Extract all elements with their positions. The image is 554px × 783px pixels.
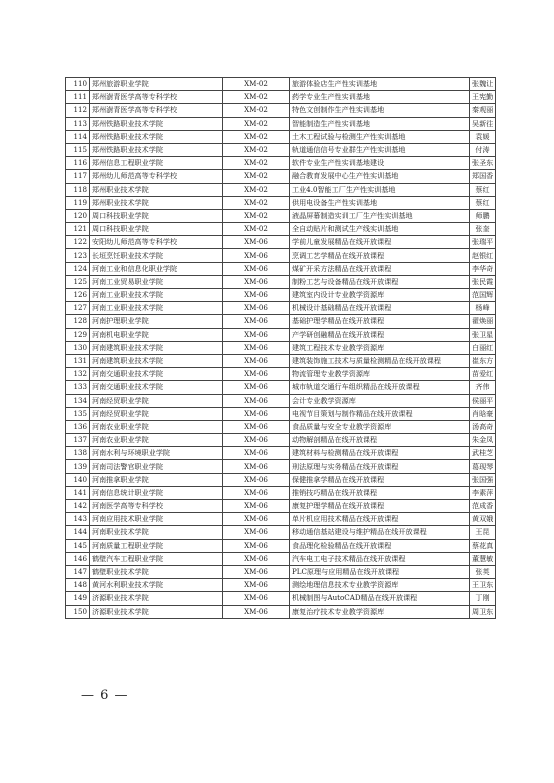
project-name-cell: 电视节目策划与制作精品在线开放课程 [290, 407, 470, 420]
category-code-cell: XM-06 [223, 236, 290, 249]
category-code-cell: XM-06 [223, 579, 290, 592]
person-in-charge-cell: 苗爱红 [470, 368, 496, 381]
school-name-cell: 河南建筑职业技术学院 [90, 354, 223, 367]
row-number-cell: 148 [66, 579, 90, 592]
row-number-cell: 118 [66, 183, 90, 196]
school-name-cell: 郑州铁路职业技术学院 [90, 117, 223, 130]
school-name-cell: 河南职业技术学院 [90, 526, 223, 539]
category-code-cell: XM-02 [223, 223, 290, 236]
project-name-cell: 建筑材料与检测精品在线开放课程 [290, 447, 470, 460]
person-in-charge-cell: 袁媛 [470, 130, 496, 143]
row-number-cell: 144 [66, 526, 90, 539]
row-number-cell: 137 [66, 434, 90, 447]
school-name-cell: 周口科技职业学院 [90, 209, 223, 222]
table-row [66, 302, 496, 315]
category-code-cell: XM-02 [223, 130, 290, 143]
project-name-cell: 特色文创制作生产性实训基地 [290, 104, 470, 117]
person-in-charge-cell: 王宪勤 [470, 91, 496, 104]
table-row [66, 420, 496, 433]
table-row [66, 117, 496, 130]
school-name-cell: 郑州铁路职业技术学院 [90, 143, 223, 156]
row-number-cell: 138 [66, 447, 90, 460]
school-name-cell: 安阳幼儿师范高等专科学校 [90, 236, 223, 249]
table-row [66, 143, 496, 156]
category-code-cell: XM-06 [223, 289, 290, 302]
table-row [66, 434, 496, 447]
category-code-cell: XM-06 [223, 486, 290, 499]
project-name-cell: 推销技巧精品在线开放课程 [290, 486, 470, 499]
school-name-cell: 河南建筑职业技术学院 [90, 341, 223, 354]
project-name-cell: 产学研创融精品在线开放课程 [290, 328, 470, 341]
person-in-charge-cell: 汤高奇 [470, 420, 496, 433]
category-code-cell: XM-06 [223, 434, 290, 447]
row-number-cell: 119 [66, 196, 90, 209]
table-row [66, 78, 496, 91]
project-name-cell: 汽车电工电子技术精品在线开放课程 [290, 552, 470, 565]
category-code-cell: XM-06 [223, 381, 290, 394]
school-name-cell: 济源职业技术学院 [90, 592, 223, 605]
row-number-cell: 115 [66, 143, 90, 156]
school-name-cell: 郑州澍青医学高等专科学校 [90, 91, 223, 104]
project-name-cell: 工业4.0智能工厂生产性实训基地 [290, 183, 470, 196]
category-code-cell: XM-06 [223, 460, 290, 473]
table-row [66, 262, 496, 275]
table-row [66, 526, 496, 539]
person-in-charge-cell: 张英 [470, 565, 496, 578]
table-row [66, 315, 496, 328]
school-name-cell: 河南工业和信息化职业学院 [90, 262, 223, 275]
row-number-cell: 112 [66, 104, 90, 117]
school-name-cell: 济源职业技术学院 [90, 605, 223, 618]
person-in-charge-cell: 范成香 [470, 500, 496, 513]
category-code-cell: XM-02 [223, 104, 290, 117]
project-name-cell: 煤矿开采方法精品在线开放课程 [290, 262, 470, 275]
person-in-charge-cell: 秦观丽 [470, 104, 496, 117]
person-in-charge-cell: 吴新往 [470, 117, 496, 130]
project-name-cell: 保健推拿学精品在线开放课程 [290, 473, 470, 486]
category-code-cell: XM-06 [223, 552, 290, 565]
person-in-charge-cell: 李素萍 [470, 486, 496, 499]
row-number-cell: 135 [66, 407, 90, 420]
row-number-cell: 140 [66, 473, 90, 486]
project-name-cell: 食品理化检验精品在线开放课程 [290, 539, 470, 552]
table-row [66, 249, 496, 262]
table-row [66, 275, 496, 288]
row-number-cell: 134 [66, 394, 90, 407]
table-row [66, 579, 496, 592]
category-code-cell: XM-06 [223, 315, 290, 328]
row-number-cell: 117 [66, 170, 90, 183]
table-row [66, 473, 496, 486]
category-code-cell: XM-06 [223, 354, 290, 367]
category-code-cell: XM-02 [223, 157, 290, 170]
table-body [66, 78, 496, 619]
table-row [66, 328, 496, 341]
row-number-cell: 129 [66, 328, 90, 341]
category-code-cell: XM-06 [223, 394, 290, 407]
project-name-cell: 城市轨道交通行车组织精品在线开放课程 [290, 381, 470, 394]
school-name-cell: 河南推拿职业学院 [90, 473, 223, 486]
table-row [66, 394, 496, 407]
person-in-charge-cell: 张国强 [470, 473, 496, 486]
table-row [66, 539, 496, 552]
row-number-cell: 125 [66, 275, 90, 288]
row-number-cell: 139 [66, 460, 90, 473]
person-in-charge-cell: 张圣东 [470, 157, 496, 170]
project-name-cell: 药学专业生产性实训基地 [290, 91, 470, 104]
row-number-cell: 146 [66, 552, 90, 565]
person-in-charge-cell: 范国辉 [470, 289, 496, 302]
table-row [66, 447, 496, 460]
row-number-cell: 113 [66, 117, 90, 130]
school-name-cell: 郑州职业技术学院 [90, 183, 223, 196]
table-row [66, 565, 496, 578]
school-name-cell: 郑州信息工程职业学院 [90, 157, 223, 170]
table-row [66, 513, 496, 526]
table-row [66, 223, 496, 236]
person-in-charge-cell: 黄双娥 [470, 513, 496, 526]
school-name-cell: 长垣烹饪职业技术学院 [90, 249, 223, 262]
row-number-cell: 150 [66, 605, 90, 618]
person-in-charge-cell: 张奎 [470, 223, 496, 236]
row-number-cell: 136 [66, 420, 90, 433]
table-row [66, 486, 496, 499]
project-name-cell: 基础护理学精品在线开放课程 [290, 315, 470, 328]
person-in-charge-cell: 董慧敏 [470, 552, 496, 565]
category-code-cell: XM-02 [223, 196, 290, 209]
person-in-charge-cell: 丁刚 [470, 592, 496, 605]
table-row [66, 170, 496, 183]
school-name-cell: 河南工业贸易职业学院 [90, 275, 223, 288]
row-number-cell: 142 [66, 500, 90, 513]
person-in-charge-cell: 侯丽平 [470, 394, 496, 407]
table-row [66, 341, 496, 354]
table-row [66, 183, 496, 196]
school-name-cell: 河南工业职业技术学院 [90, 289, 223, 302]
person-in-charge-cell: 周卫东 [470, 605, 496, 618]
table-row [66, 91, 496, 104]
person-in-charge-cell: 崔东方 [470, 354, 496, 367]
row-number-cell: 145 [66, 539, 90, 552]
row-number-cell: 131 [66, 354, 90, 367]
school-name-cell: 河南农业职业学院 [90, 420, 223, 433]
project-name-cell: 全自动贴片和测试生产线实训基地 [290, 223, 470, 236]
project-name-cell: 单片机应用技术精品在线开放课程 [290, 513, 470, 526]
row-number-cell: 133 [66, 381, 90, 394]
project-name-cell: 康复治疗技术专业教学资源库 [290, 605, 470, 618]
row-number-cell: 128 [66, 315, 90, 328]
table-row [66, 236, 496, 249]
person-in-charge-cell: 师鹏 [470, 209, 496, 222]
row-number-cell: 130 [66, 341, 90, 354]
school-name-cell: 郑州职业技术学院 [90, 196, 223, 209]
school-name-cell: 鹤壁职业技术学院 [90, 565, 223, 578]
project-name-cell: 轨道通信信号专业群生产性实训基地 [290, 143, 470, 156]
row-number-cell: 127 [66, 302, 90, 315]
school-name-cell: 郑州幼儿师范高等专科学校 [90, 170, 223, 183]
row-number-cell: 126 [66, 289, 90, 302]
table-row [66, 592, 496, 605]
category-code-cell: XM-06 [223, 420, 290, 433]
table-row [66, 605, 496, 618]
person-in-charge-cell: 蔡红 [470, 196, 496, 209]
school-name-cell: 鹤壁汽车工程职业学院 [90, 552, 223, 565]
category-code-cell: XM-06 [223, 539, 290, 552]
category-code-cell: XM-02 [223, 183, 290, 196]
person-in-charge-cell: 张卫星 [470, 328, 496, 341]
school-name-cell: 黄河水利职业技术学院 [90, 579, 223, 592]
school-name-cell: 河南交通职业技术学院 [90, 368, 223, 381]
row-number-cell: 116 [66, 157, 90, 170]
category-code-cell: XM-06 [223, 500, 290, 513]
school-name-cell: 河南护理职业学院 [90, 315, 223, 328]
project-name-cell: 机械设计基础精品在线开放课程 [290, 302, 470, 315]
project-name-cell: 物流管理专业教学资源库 [290, 368, 470, 381]
table-row [66, 104, 496, 117]
person-in-charge-cell: 郑国香 [470, 170, 496, 183]
category-code-cell: XM-06 [223, 328, 290, 341]
project-name-cell: 康复护理学精品在线开放课程 [290, 500, 470, 513]
project-name-cell: 建筑装饰施工技术与质量检测精品在线开放课程 [290, 354, 470, 367]
category-code-cell: XM-02 [223, 143, 290, 156]
project-name-cell: 食品质量与安全专业教学资源库 [290, 420, 470, 433]
category-code-cell: XM-02 [223, 91, 290, 104]
row-number-cell: 111 [66, 91, 90, 104]
school-name-cell: 河南工业职业技术学院 [90, 302, 223, 315]
school-name-cell: 河南质量工程职业学院 [90, 539, 223, 552]
project-name-cell: 测绘地理信息技术专业教学资源库 [290, 579, 470, 592]
category-code-cell: XM-06 [223, 473, 290, 486]
person-in-charge-cell: 蔡红 [470, 183, 496, 196]
school-name-cell: 河南交通职业技术学院 [90, 381, 223, 394]
project-name-cell: 建筑室内设计专业教学资源库 [290, 289, 470, 302]
school-name-cell: 郑州铁路职业技术学院 [90, 130, 223, 143]
project-name-cell: 会计专业教学资源库 [290, 394, 470, 407]
person-in-charge-cell: 张瑞平 [470, 236, 496, 249]
school-name-cell: 河南农业职业学院 [90, 434, 223, 447]
project-name-cell: 学前儿童发展精品在线开放课程 [290, 236, 470, 249]
category-code-cell: XM-06 [223, 565, 290, 578]
table-row [66, 460, 496, 473]
category-code-cell: XM-02 [223, 117, 290, 130]
person-in-charge-cell: 付涛 [470, 143, 496, 156]
row-number-cell: 121 [66, 223, 90, 236]
row-number-cell: 141 [66, 486, 90, 499]
school-name-cell: 郑州澍青医学高等专科学校 [90, 104, 223, 117]
category-code-cell: XM-02 [223, 209, 290, 222]
project-name-cell: 动物解剖精品在线开放课程 [290, 434, 470, 447]
table-row [66, 130, 496, 143]
person-in-charge-cell: 张民霞 [470, 275, 496, 288]
table-row [66, 381, 496, 394]
school-name-cell: 河南水利与环境职业学院 [90, 447, 223, 460]
project-name-cell: 烹调工艺学精品在线开放课程 [290, 249, 470, 262]
school-name-cell: 河南应用技术职业学院 [90, 513, 223, 526]
table-row [66, 500, 496, 513]
project-name-cell: 液晶屏幕制造实训工厂生产性实训基地 [290, 209, 470, 222]
school-name-cell: 河南医学高等专科学校 [90, 500, 223, 513]
project-name-cell: 旅游体验店生产性实训基地 [290, 78, 470, 91]
project-list-table [65, 77, 496, 619]
person-in-charge-cell: 蔡花真 [470, 539, 496, 552]
project-name-cell: 融合教育发展中心生产性实训基地 [290, 170, 470, 183]
category-code-cell: XM-06 [223, 592, 290, 605]
category-code-cell: XM-06 [223, 341, 290, 354]
category-code-cell: XM-06 [223, 368, 290, 381]
school-name-cell: 周口科技职业学院 [90, 223, 223, 236]
person-in-charge-cell: 朱金凤 [470, 434, 496, 447]
row-number-cell: 132 [66, 368, 90, 381]
table-row [66, 209, 496, 222]
category-code-cell: XM-06 [223, 275, 290, 288]
category-code-cell: XM-06 [223, 249, 290, 262]
row-number-cell: 123 [66, 249, 90, 262]
project-name-cell: 供用电设备生产性实训基地 [290, 196, 470, 209]
school-name-cell: 河南机电职业学院 [90, 328, 223, 341]
table-row [66, 354, 496, 367]
row-number-cell: 147 [66, 565, 90, 578]
row-number-cell: 110 [66, 78, 90, 91]
project-name-cell: 移动通信基站建设与维护精品在线开放课程 [290, 526, 470, 539]
school-name-cell: 郑州旅游职业学院 [90, 78, 223, 91]
category-code-cell: XM-02 [223, 170, 290, 183]
person-in-charge-cell: 白丽红 [470, 341, 496, 354]
project-name-cell: 建筑工程技术专业教学资源库 [290, 341, 470, 354]
project-name-cell: 智能制造生产性实训基地 [290, 117, 470, 130]
category-code-cell: XM-06 [223, 513, 290, 526]
category-code-cell: XM-06 [223, 605, 290, 618]
person-in-charge-cell: 杨峰 [470, 302, 496, 315]
project-name-cell: 刑法原理与实务精品在线开放课程 [290, 460, 470, 473]
person-in-charge-cell: 王卫东 [470, 579, 496, 592]
school-name-cell: 河南经贸职业学院 [90, 407, 223, 420]
table-row [66, 196, 496, 209]
person-in-charge-cell: 李华奇 [470, 262, 496, 275]
row-number-cell: 114 [66, 130, 90, 143]
table-row [66, 368, 496, 381]
project-name-cell: 土木工程试验与检测生产性实训基地 [290, 130, 470, 143]
page-number: — 6 — [81, 688, 129, 703]
row-number-cell: 122 [66, 236, 90, 249]
person-in-charge-cell: 翟焕丽 [470, 315, 496, 328]
category-code-cell: XM-06 [223, 447, 290, 460]
table-row [66, 289, 496, 302]
row-number-cell: 149 [66, 592, 90, 605]
category-code-cell: XM-02 [223, 78, 290, 91]
category-code-cell: XM-06 [223, 407, 290, 420]
category-code-cell: XM-06 [223, 262, 290, 275]
person-in-charge-cell: 王昆 [470, 526, 496, 539]
project-name-cell: 制粉工艺与设备精品在线开放课程 [290, 275, 470, 288]
person-in-charge-cell: 肖晗豪 [470, 407, 496, 420]
person-in-charge-cell: 齐伟 [470, 381, 496, 394]
project-name-cell: 机械制图与AutoCAD精品在线开放课程 [290, 592, 470, 605]
person-in-charge-cell: 武桂芝 [470, 447, 496, 460]
person-in-charge-cell: 赵银红 [470, 249, 496, 262]
school-name-cell: 河南司法警官职业学院 [90, 460, 223, 473]
table-row [66, 157, 496, 170]
row-number-cell: 120 [66, 209, 90, 222]
row-number-cell: 124 [66, 262, 90, 275]
school-name-cell: 河南经贸职业学院 [90, 394, 223, 407]
category-code-cell: XM-06 [223, 526, 290, 539]
category-code-cell: XM-06 [223, 302, 290, 315]
person-in-charge-cell: 张魏让 [470, 78, 496, 91]
table-row [66, 407, 496, 420]
project-name-cell: 软件专业生产性实训基地建设 [290, 157, 470, 170]
project-name-cell: PLC原理与应用精品在线开放课程 [290, 565, 470, 578]
table-row [66, 552, 496, 565]
person-in-charge-cell: 葛现琴 [470, 460, 496, 473]
school-name-cell: 河南信息统计职业学院 [90, 486, 223, 499]
row-number-cell: 143 [66, 513, 90, 526]
